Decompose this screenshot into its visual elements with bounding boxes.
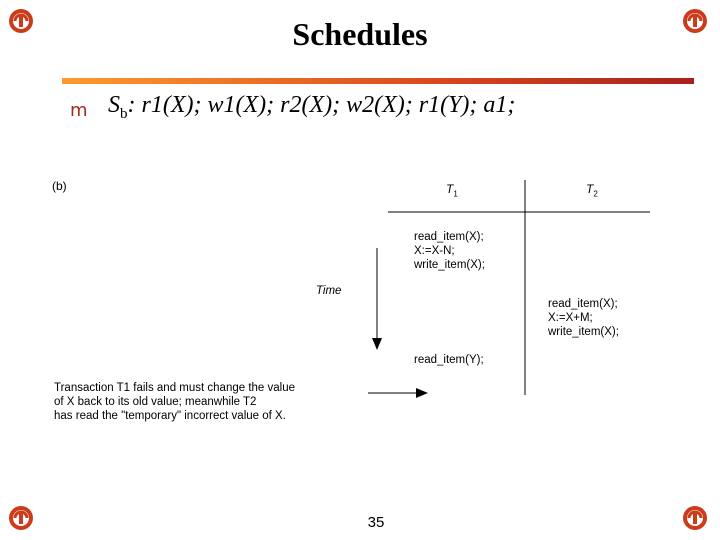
t2-op: X:=X+M; <box>548 312 593 324</box>
t1-op: read_item(Y); <box>414 354 484 366</box>
note-line: of X back to its old value; meanwhile T2 <box>54 396 257 408</box>
t1-op: write_item(X); <box>414 259 485 271</box>
schedule-sub: b <box>120 105 128 122</box>
t1-op: X:=X-N; <box>414 245 455 257</box>
column-header-t1: $T_1$ <box>446 182 458 199</box>
page-number: 35 <box>367 514 385 531</box>
t2-op: read_item(X); <box>548 298 618 310</box>
time-label: Time <box>316 285 342 297</box>
slide-title: Schedules <box>292 16 428 52</box>
figure-note <box>54 381 295 423</box>
note-line: has read the "temporary" incorrect value of X. <box>54 410 286 422</box>
t1-block-1 <box>414 230 485 272</box>
schedule-body: : r1(X); w1(X); r2(X); w2(X); r1(Y); a1; <box>127 92 516 118</box>
t1-block-2 <box>414 353 484 367</box>
column-header-t2: $T_2$ <box>586 182 598 199</box>
schedule-name: S <box>108 92 120 118</box>
t1-op: read_item(X); <box>414 231 484 243</box>
t2-block <box>548 297 619 339</box>
figure-label: (b) <box>52 179 67 193</box>
note-line: Transaction T1 fails and must change the value <box>54 382 296 394</box>
t2-op: write_item(X); <box>548 326 619 338</box>
bullet-icon: m <box>70 100 88 121</box>
